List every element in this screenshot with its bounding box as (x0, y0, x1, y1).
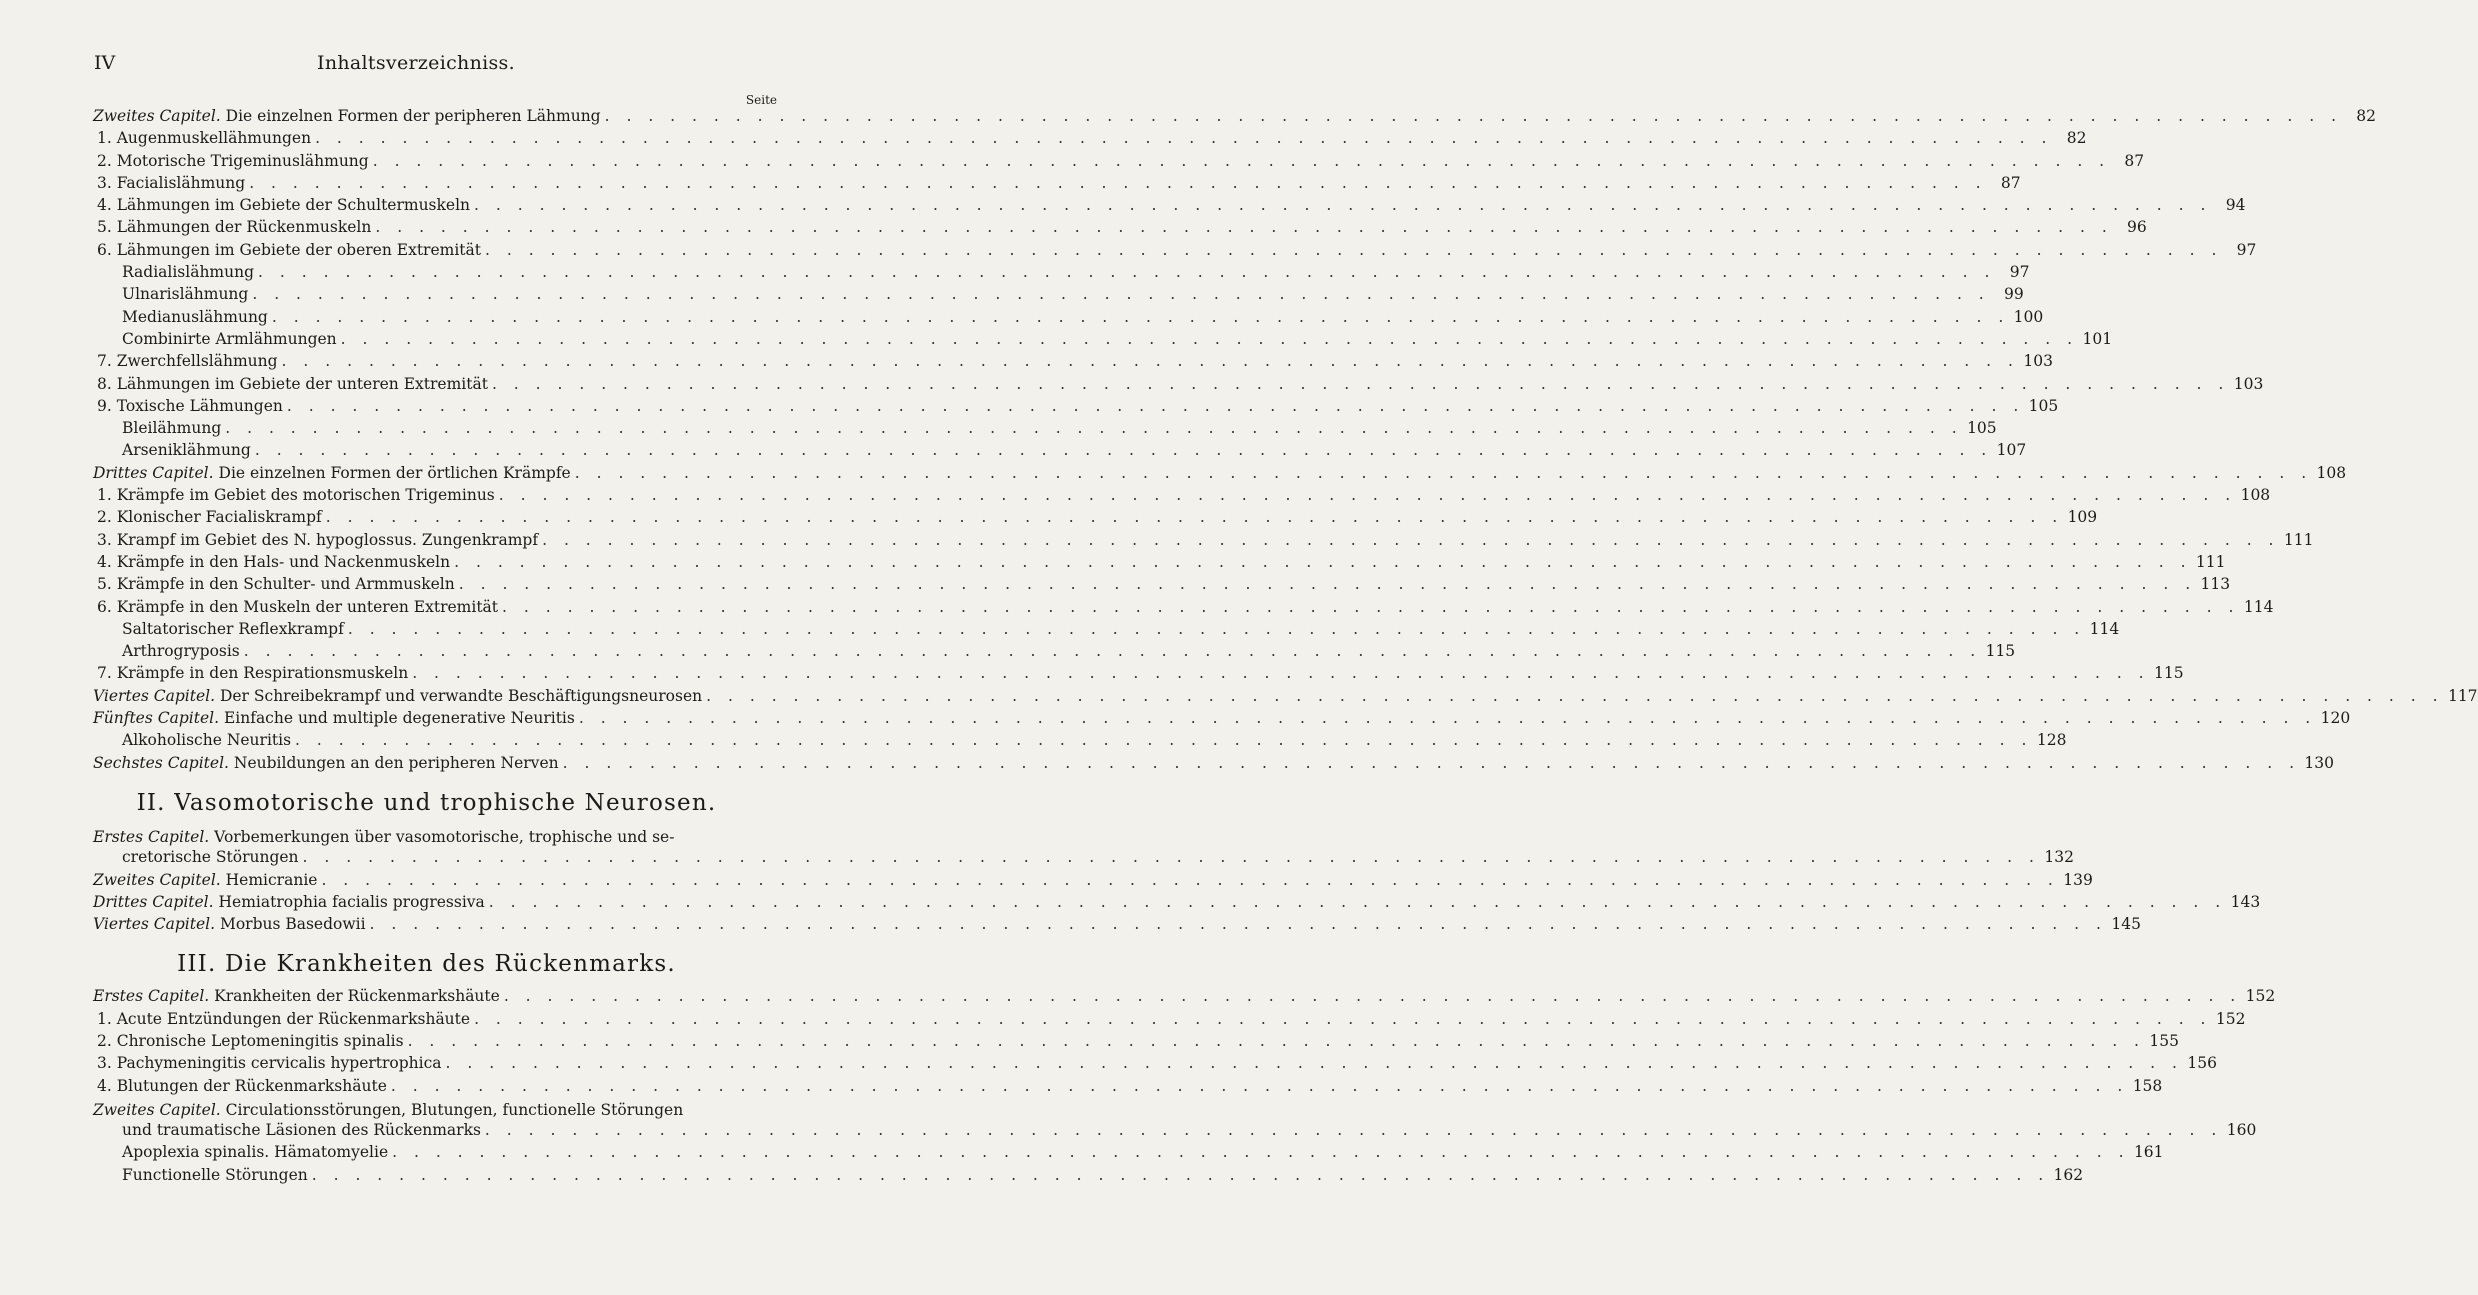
toc-entry (93, 107, 2377, 129)
section-title-3: III. Die Krankheiten des Rückenmarks. (177, 951, 676, 978)
leader-dots: . . . . . . . . . . . . . . . . . . . . . . . . . . . . . . . . . . . . . . . . . . . . . . . . . . . . . . . . . . . . . . . . . . . . . . . . . . . . . . . . (502, 597, 2240, 616)
leader-dots: . . . . . . . . . . . . . . . . . . . . . . . . . . . . . . . . . . . . . . . . . . . . . . . . . . . . . . . . . . . . . . . . . . . . . . . . . . . . . . . . (347, 619, 2086, 638)
page-ref: 128 (2036, 731, 2067, 750)
page-ref: 152 (2215, 1009, 2246, 1028)
page-ref: 100 (2013, 307, 2044, 326)
page-ref: 130 (2304, 753, 2335, 772)
entry-text: 6. Lähmungen im Gebiete der oberen Extremität (97, 240, 481, 259)
entry-title (93, 754, 559, 772)
page-ref: 158 (2132, 1076, 2163, 1095)
toc-entry-multiline (93, 1099, 760, 1121)
entry-title (93, 709, 575, 727)
toc-entry (93, 1143, 2164, 1165)
entry-title (122, 642, 240, 660)
entry-title (97, 241, 481, 259)
entry-text: Alkoholische Neuritis (122, 731, 292, 750)
entry-title (93, 893, 485, 911)
page-ref: 99 (2004, 285, 2024, 304)
toc-entry (93, 1121, 2257, 1143)
entry-text: Functionelle Störungen (122, 1165, 308, 1184)
chapter-label: Drittes Capitel. (93, 892, 214, 911)
entry-text: Die einzelnen Formen der örtlichen Krämpfe (218, 463, 571, 482)
leader-dots: . . . . . . . . . . . . . . . . . . . . . . . . . . . . . . . . . . . . . . . . . . . . . . . . . . . . . . . . . . . . . . . . . . . . . . . . . . . . . . . . (488, 892, 2227, 911)
leader-dots: . . . . . . . . . . . . . . . . . . . . . . . . . . . . . . . . . . . . . . . . . . . . . . . . . . . . . . . . . . . . . . . . . . . . . . . . . . . . . . . . (706, 686, 2444, 705)
leader-dots: . . . . . . . . . . . . . . . . . . . . . . . . . . . . . . . . . . . . . . . . . . . . . . . . . . . . . . . . . . . . . . . . . . . . . . . . . . . . . . . . (454, 552, 2192, 571)
toc-entry (93, 915, 2141, 937)
page-ref: 145 (2111, 915, 2141, 934)
leader-dots: . . . . . . . . . . . . . . . . . . . . . . . . . . . . . . . . . . . . . . . . . . . . . . . . . . . . . . . . . . . . . . . . . . . . . . . . . . . . . . . . (412, 664, 2150, 683)
entry-title (122, 620, 344, 638)
entry-text: Hemicranie (225, 870, 318, 889)
leader-dots: . . . . . . . . . . . . . . . . . . . . . . . . . . . . . . . . . . . . . . . . . . . . . . . . . . . . . . . . . . . . . . . . . . . . . . . . . . . . . . . . (249, 173, 1987, 192)
page-ref: 107 (1996, 441, 2027, 460)
toc-entry (93, 664, 2184, 686)
page-ref: 109 (2067, 508, 2098, 527)
page-header (94, 52, 738, 78)
entry-text: Medianuslähmung (122, 307, 268, 326)
entry-title (93, 871, 317, 889)
entry-text: 5. Krämpfe in den Schulter- und Armmuskeln (97, 575, 455, 594)
page-ref: 101 (2082, 329, 2113, 348)
entry-text: 8. Lähmungen im Gebiete der unteren Extremität (97, 374, 488, 393)
leader-dots: . . . . . . . . . . . . . . . . . . . . . . . . . . . . . . . . . . . . . . . . . . . . . . . . . . . . . . . . . . . . . . . . . . . . . . . . . . . . . . . . (407, 1031, 2145, 1050)
entry-title (93, 915, 366, 933)
page-ref: 108 (2240, 486, 2271, 505)
entry-title (97, 508, 322, 526)
entry-title (97, 129, 311, 147)
entry-text: 2. Klonischer Facialiskrampf (97, 508, 322, 527)
leader-dots: . . . . . . . . . . . . . . . . . . . . . . . . . . . . . . . . . . . . . . . . . . . . . . . . . . . . . . . . . . . . . . . . . . . . . . . . . . . . . . . . (315, 129, 2053, 148)
toc-entry (93, 285, 2024, 307)
leader-dots: . . . . . . . . . . . . . . . . . . . . . . . . . . . . . . . . . . . . . . . . . . . . . . . . . . . . . . . . . . . . . . . . . . . . . . . . . . . . . . . . (474, 1009, 2212, 1028)
page-ref: 97 (2236, 240, 2257, 259)
leader-dots: . . . . . . . . . . . . . . . . . . . . . . . . . . . . . . . . . . . . . . . . . . . . . . . . . . . . . . . . . . . . . . . . . . . . . . . . . . . . . . . . (243, 642, 1982, 661)
chapter-label: Fünftes Capitel. (93, 709, 220, 728)
leader-dots: . . . . . . . . . . . . . . . . . . . . . . . . . . . . . . . . . . . . . . . . . . . . . . . . . . . . . . . . . . . . . . . . . . . . . . . . . . . . . . . . (445, 1054, 2183, 1073)
toc-entry (93, 1076, 2163, 1099)
entry-title (97, 397, 283, 415)
leader-dots: . . . . . . . . . . . . . . . . . . . . . . . . . . . . . . . . . . . . . . . . . . . . . . . . . . . . . . . . . . . . . . . . . . . . . . . . . . . . . . . . (311, 1165, 2050, 1184)
chapter-label: Viertes Capitel. (93, 686, 216, 705)
chapter-label: Zweites Capitel. (93, 870, 221, 889)
toc-entry (93, 642, 2016, 664)
toc-entry (93, 530, 2314, 553)
entry-title (97, 486, 495, 504)
page-ref: 82 (2356, 107, 2377, 125)
entry-text: 2. Motorische Trigeminuslähmung (97, 151, 369, 170)
entry-title (97, 531, 538, 549)
toc-entry (93, 486, 2271, 508)
entry-text: Hemiatrophia facialis progressiva (218, 892, 485, 911)
toc-entry (93, 686, 2478, 709)
page-ref: 152 (2245, 987, 2276, 1006)
toc-entry (93, 419, 1997, 441)
page-ref: 114 (2089, 619, 2120, 638)
toc-entry (93, 218, 2147, 240)
leader-dots: . . . . . . . . . . . . . . . . . . . . . . . . . . . . . . . . . . . . . . . . . . . . . . . . . . . . . . . . . . . . . . . . . . . . . . . . . . . . . . . . (372, 151, 2111, 170)
entry-title (97, 375, 488, 393)
page-ref: 113 (2200, 575, 2231, 594)
running-title: Inhaltsverzeichniss. (317, 52, 515, 74)
page-ref: 105 (1967, 419, 1997, 438)
page-ref: 103 (2023, 352, 2053, 371)
entry-title (93, 107, 601, 125)
entry-text: Der Schreibekrampf und verwandte Beschäftigungsneurosen (219, 686, 703, 705)
toc-entry (93, 240, 2257, 263)
entry-text: 3. Krampf im Gebiet des N. hypoglossus. Zungenkrampf (97, 530, 539, 549)
entry-text: 3. Pachymeningitis cervicalis hypertrophica (97, 1054, 442, 1073)
toc-entry (93, 1031, 2179, 1054)
toc-entry (93, 441, 2027, 463)
entry-text: Combinirte Armlähmungen (122, 329, 337, 348)
leader-dots: . . . . . . . . . . . . . . . . . . . . . . . . . . . . . . . . . . . . . . . . . . . . . . . . . . . . . . . . . . . . . . . . . . . . . . . . . . . . . . . . (252, 285, 1990, 304)
entry-title (122, 263, 254, 281)
entry-title (122, 441, 251, 459)
page-ref: 103 (2233, 374, 2264, 393)
chapter-label: Viertes Capitel. (93, 915, 216, 934)
entry-text: 4. Krämpfe in den Hals- und Nackenmuskeln (97, 552, 451, 571)
toc-entry (93, 151, 2145, 174)
entry-text: Ulnarislähmung (122, 285, 249, 304)
entry-text-line2: und traumatische Läsionen des Rückenmarks (122, 1121, 481, 1140)
page-ref: 97 (2009, 263, 2030, 282)
entry-title (97, 352, 278, 370)
entry-text: Morbus Basedowii (219, 915, 366, 934)
entry-title (122, 1143, 388, 1161)
entry-title (97, 664, 408, 682)
toc-entry (93, 597, 2274, 620)
entry-title (97, 598, 498, 616)
page-ref: 143 (2230, 892, 2261, 911)
entry-title (122, 1166, 308, 1184)
entry-title (93, 687, 702, 705)
leader-dots: . . . . . . . . . . . . . . . . . . . . . . . . . . . . . . . . . . . . . . . . . . . . . . . . . . . . . . . . . . . . . . . . . . . . . . . . . . . . . . . . (562, 753, 2301, 772)
entry-text: Radialislähmung (122, 263, 255, 282)
toc-entry (93, 463, 2347, 486)
page-ref: 120 (2320, 709, 2351, 728)
leader-dots: . . . . . . . . . . . . . . . . . . . . . . . . . . . . . . . . . . . . . . . . . . . . . . . . . . . . . . . . . . . . . . . . . . . . . . . . . . . . . . . . (574, 463, 2313, 482)
toc-entry (93, 1165, 2084, 1188)
leader-dots: . . . . . . . . . . . . . . . . . . . . . . . . . . . . . . . . . . . . . . . . . . . . . . . . . . . . . . . . . . . . . . . . . . . . . . . . . . . . . . . . (321, 870, 2059, 889)
toc-entry (93, 129, 2087, 151)
entry-text: 5. Lähmungen der Rückenmuskeln (97, 218, 372, 237)
entry-text-line2: cretorische Störungen (122, 848, 299, 867)
page-ref: 115 (1985, 642, 2016, 661)
leader-dots: . . . . . . . . . . . . . . . . . . . . . . . . . . . . . . . . . . . . . . . . . . . . . . . . . . . . . . . . . . . . . . . . . . . . . . . . . . . . . . . . (392, 1143, 2130, 1162)
leader-dots: . . . . . . . . . . . . . . . . . . . . . . . . . . . . . . . . . . . . . . . . . . . . . . . . . . . . . . . . . . . . . . . . . . . . . . . . . . . . . . . . (286, 396, 2025, 415)
entry-title (122, 330, 337, 348)
entry-title (97, 1077, 387, 1095)
chapter-label: Drittes Capitel. (93, 463, 214, 482)
page-ref: 161 (2133, 1143, 2164, 1162)
leader-dots: . . . . . . . . . . . . . . . . . . . . . . . . . . . . . . . . . . . . . . . . . . . . . . . . . . . . . . . . . . . . . . . . . . . . . . . . . . . . . . . . (390, 1076, 2129, 1095)
entry-text: Krankheiten der Rückenmarkshäute (214, 987, 500, 1006)
entry-title (97, 174, 245, 192)
toc-group-3 (93, 987, 2276, 1098)
entry-title (97, 553, 450, 571)
entry-text: 9. Toxische Lähmungen (97, 396, 283, 415)
entry-text-line1: Vorbemerkungen über vasomotorische, trophische und se- (214, 827, 675, 846)
page-ref: 87 (2124, 151, 2145, 170)
page-ref: 87 (2000, 173, 2021, 192)
page-ref: 105 (2028, 396, 2059, 415)
toc-entry (93, 870, 2093, 893)
chapter-label: Erstes Capitel. (93, 827, 210, 846)
entry-title (122, 308, 268, 326)
page-ref: 132 (2044, 848, 2074, 867)
leader-dots: . . . . . . . . . . . . . . . . . . . . . . . . . . . . . . . . . . . . . . . . . . . . . . . . . . . . . . . . . . . . . . . . . . . . . . . . . . . . . . . . (484, 1121, 2223, 1140)
entry-text: Arseniklähmung (122, 441, 251, 460)
entry-title (122, 731, 291, 749)
table-of-contents (93, 107, 2478, 1188)
toc-entry (93, 709, 2351, 731)
entry-text: 1. Augenmuskellähmungen (97, 129, 312, 148)
page-ref: 117 (2447, 686, 2478, 705)
entry-title (97, 196, 470, 214)
section-title-2: II. Vasomotorische und trophische Neurosen. (136, 789, 717, 816)
leader-dots: . . . . . . . . . . . . . . . . . . . . . . . . . . . . . . . . . . . . . . . . . . . . . . . . . . . . . . . . . . . . . . . . . . . . . . . . . . . . . . . . (340, 329, 2079, 348)
page-ref: 111 (2195, 552, 2226, 571)
leader-dots: . . . . . . . . . . . . . . . . . . . . . . . . . . . . . . . . . . . . . . . . . . . . . . . . . . . . . . . . . . . . . . . . . . . . . . . . . . . . . . . . (295, 731, 2033, 750)
page-ref: 94 (2225, 196, 2246, 215)
entry-text: Saltatorischer Reflexkrampf (122, 619, 344, 638)
entry-title (97, 575, 455, 593)
leader-dots: . . . . . . . . . . . . . . . . . . . . . . . . . . . . . . . . . . . . . . . . . . . . . . . . . . . . . . . . . . . . . . . . . . . . . . . . . . . . . . . . (302, 848, 2040, 867)
page-ref: 96 (2127, 218, 2147, 237)
entry-title (97, 1010, 470, 1028)
page-ref: 108 (2316, 463, 2347, 482)
leader-dots: . . . . . . . . . . . . . . . . . . . . . . . . . . . . . . . . . . . . . . . . . . . . . . . . . . . . . . . . . . . . . . . . . . . . . . . . . . . . . . . . (578, 709, 2317, 728)
page-ref: 155 (2149, 1031, 2179, 1050)
toc-entry (93, 329, 2113, 352)
toc-entry (93, 196, 2246, 218)
toc-group-4 (93, 1143, 2164, 1188)
entry-text: Neubildungen an den peripheren Nerven (233, 753, 559, 772)
toc-entry (93, 374, 2264, 397)
toc-entry (93, 352, 2053, 374)
leader-dots: . . . . . . . . . . . . . . . . . . . . . . . . . . . . . . . . . . . . . . . . . . . . . . . . . . . . . . . . . . . . . . . . . . . . . . . . . . . . . . . . (271, 307, 2010, 326)
chapter-label: Erstes Capitel. (93, 987, 210, 1006)
entry-text: 1. Acute Entzündungen der Rückenmarkshäute (97, 1009, 471, 1028)
toc-group-2 (93, 870, 2261, 938)
page-ref: 82 (2066, 129, 2087, 148)
leader-dots: . . . . . . . . . . . . . . . . . . . . . . . . . . . . . . . . . . . . . . . . . . . . . . . . . . . . . . . . . . . . . . . . . . . . . . . . . . . . . . . . (281, 352, 2019, 371)
entry-text: Bleilähmung (122, 419, 222, 438)
entry-title (97, 1054, 442, 1072)
toc-entry (93, 396, 2059, 419)
page-ref: 162 (2053, 1165, 2084, 1184)
leader-dots: . . . . . . . . . . . . . . . . . . . . . . . . . . . . . . . . . . . . . . . . . . . . . . . . . . . . . . . . . . . . . . . . . . . . . . . . . . . . . . . . (225, 419, 1963, 438)
toc-entry (93, 263, 2030, 285)
toc-entry (93, 1054, 2217, 1076)
page-number: IV (94, 52, 116, 74)
entry-title (122, 285, 248, 303)
entry-text: 6. Krämpfe in den Muskeln der unteren Extremität (97, 597, 499, 616)
toc-entry (93, 575, 2231, 597)
entry-title (97, 152, 369, 170)
entry-text: 1. Krämpfe im Gebiet des motorischen Trigeminus (97, 486, 495, 505)
leader-dots: . . . . . . . . . . . . . . . . . . . . . . . . . . . . . . . . . . . . . . . . . . . . . . . . . . . . . . . . . . . . . . . . . . . . . . . . . . . . . . . . (498, 486, 2237, 505)
toc-entry (93, 508, 2098, 530)
leader-dots: . . . . . . . . . . . . . . . . . . . . . . . . . . . . . . . . . . . . . . . . . . . . . . . . . . . . . . . . . . . . . . . . . . . . . . . . . . . . . . . . (485, 240, 2223, 259)
chapter-label: Zweites Capitel. (93, 1100, 221, 1119)
page-ref: 111 (2283, 530, 2314, 549)
entry-text: Arthrogryposis (122, 642, 240, 661)
leader-dots: . . . . . . . . . . . . . . . . . . . . . . . . . . . . . . . . . . . . . . . . . . . . . . . . . . . . . . . . . . . . . . . . . . . . . . . . . . . . . . . . (542, 530, 2280, 549)
toc-entry (93, 173, 2021, 196)
leader-dots: . . . . . . . . . . . . . . . . . . . . . . . . . . . . . . . . . . . . . . . . . . . . . . . . . . . . . . . . . . . . . . . . . . . . . . . . . . . . . . . . (491, 374, 2230, 393)
leader-dots: . . . . . . . . . . . . . . . . . . . . . . . . . . . . . . . . . . . . . . . . . . . . . . . . . . . . . . . . . . . . . . . . . . . . . . . . . . . . . . . . (258, 263, 1996, 282)
entry-text: 7. Krämpfe in den Respirationsmuskeln (97, 664, 409, 683)
page-ref: 160 (2226, 1121, 2257, 1140)
leader-dots: . . . . . . . . . . . . . . . . . . . . . . . . . . . . . . . . . . . . . . . . . . . . . . . . . . . . . . . . . . . . . . . . . . . . . . . . . . . . . . . . (458, 575, 2197, 594)
toc-entry (93, 892, 2261, 915)
leader-dots: . . . . . . . . . . . . . . . . . . . . . . . . . . . . . . . . . . . . . . . . . . . . . . . . . . . . . . . . . . . . . . . . . . . . . . . . . . . . . . . . (375, 218, 2113, 237)
entry-title (122, 419, 221, 437)
leader-dots: . . . . . . . . . . . . . . . . . . . . . . . . . . . . . . . . . . . . . . . . . . . . . . . . . . . . . . . . . . . . . . . . . . . . . . . . . . . . . . . . (369, 915, 2107, 934)
chapter-label: Sechstes Capitel. (93, 753, 229, 772)
page-ref: 139 (2063, 870, 2093, 889)
entry-title (93, 464, 571, 482)
toc-group-1 (93, 107, 2478, 776)
toc-entry (93, 987, 2276, 1009)
entry-text: 2. Chronische Leptomeningitis spinalis (97, 1031, 404, 1050)
leader-dots: . . . . . . . . . . . . . . . . . . . . . . . . . . . . . . . . . . . . . . . . . . . . . . . . . . . . . . . . . . . . . . . . . . . . . . . . . . . . . . . . (325, 508, 2064, 527)
entry-text: 3. Facialislähmung (97, 173, 246, 192)
entry-text: Apoplexia spinalis. Hämatomyelie (122, 1143, 389, 1162)
leader-dots: . . . . . . . . . . . . . . . . . . . . . . . . . . . . . . . . . . . . . . . . . . . . . . . . . . . . . . . . . . . . . . . . . . . . . . . . . . . . . . . . (474, 196, 2212, 215)
entry-text: 4. Lähmungen im Gebiete der Schultermuskeln (97, 196, 471, 215)
toc-entry (93, 552, 2226, 575)
page-ref: 115 (2154, 664, 2184, 683)
page-ref: 156 (2187, 1054, 2217, 1073)
toc-entry (93, 753, 2335, 776)
entry-title (97, 1032, 404, 1050)
toc-entry-multiline (93, 826, 760, 848)
seite-label: Seite (745, 93, 777, 107)
entry-text: Die einzelnen Formen der peripheren Lähmung (225, 107, 601, 125)
toc-entry (93, 731, 2067, 753)
toc-entry (93, 1009, 2246, 1032)
entry-text: Einfache und multiple degenerative Neuritis (223, 709, 575, 728)
toc-entry (93, 848, 2074, 870)
page-ref: 114 (2243, 597, 2274, 616)
toc-entry (93, 307, 2044, 330)
leader-dots: . . . . . . . . . . . . . . . . . . . . . . . . . . . . . . . . . . . . . . . . . . . . . . . . . . . . . . . . . . . . . . . . . . . . . . . . . . . . . . . . (604, 107, 2343, 125)
entry-text: 4. Blutungen der Rückenmarkshäute (97, 1076, 387, 1095)
chapter-label: Zweites Capitel. (93, 107, 221, 125)
toc-entry (93, 619, 2120, 642)
leader-dots: . . . . . . . . . . . . . . . . . . . . . . . . . . . . . . . . . . . . . . . . . . . . . . . . . . . . . . . . . . . . . . . . . . . . . . . . . . . . . . . . (254, 441, 1993, 460)
entry-text-line1: Circulationsstörungen, Blutungen, functionelle Störungen (225, 1100, 684, 1119)
entry-text: 7. Zwerchfellslähmung (97, 352, 278, 371)
entry-title (97, 218, 371, 236)
leader-dots: . . . . . . . . . . . . . . . . . . . . . . . . . . . . . . . . . . . . . . . . . . . . . . . . . . . . . . . . . . . . . . . . . . . . . . . . . . . . . . . . (503, 987, 2242, 1006)
entry-title (93, 987, 500, 1005)
